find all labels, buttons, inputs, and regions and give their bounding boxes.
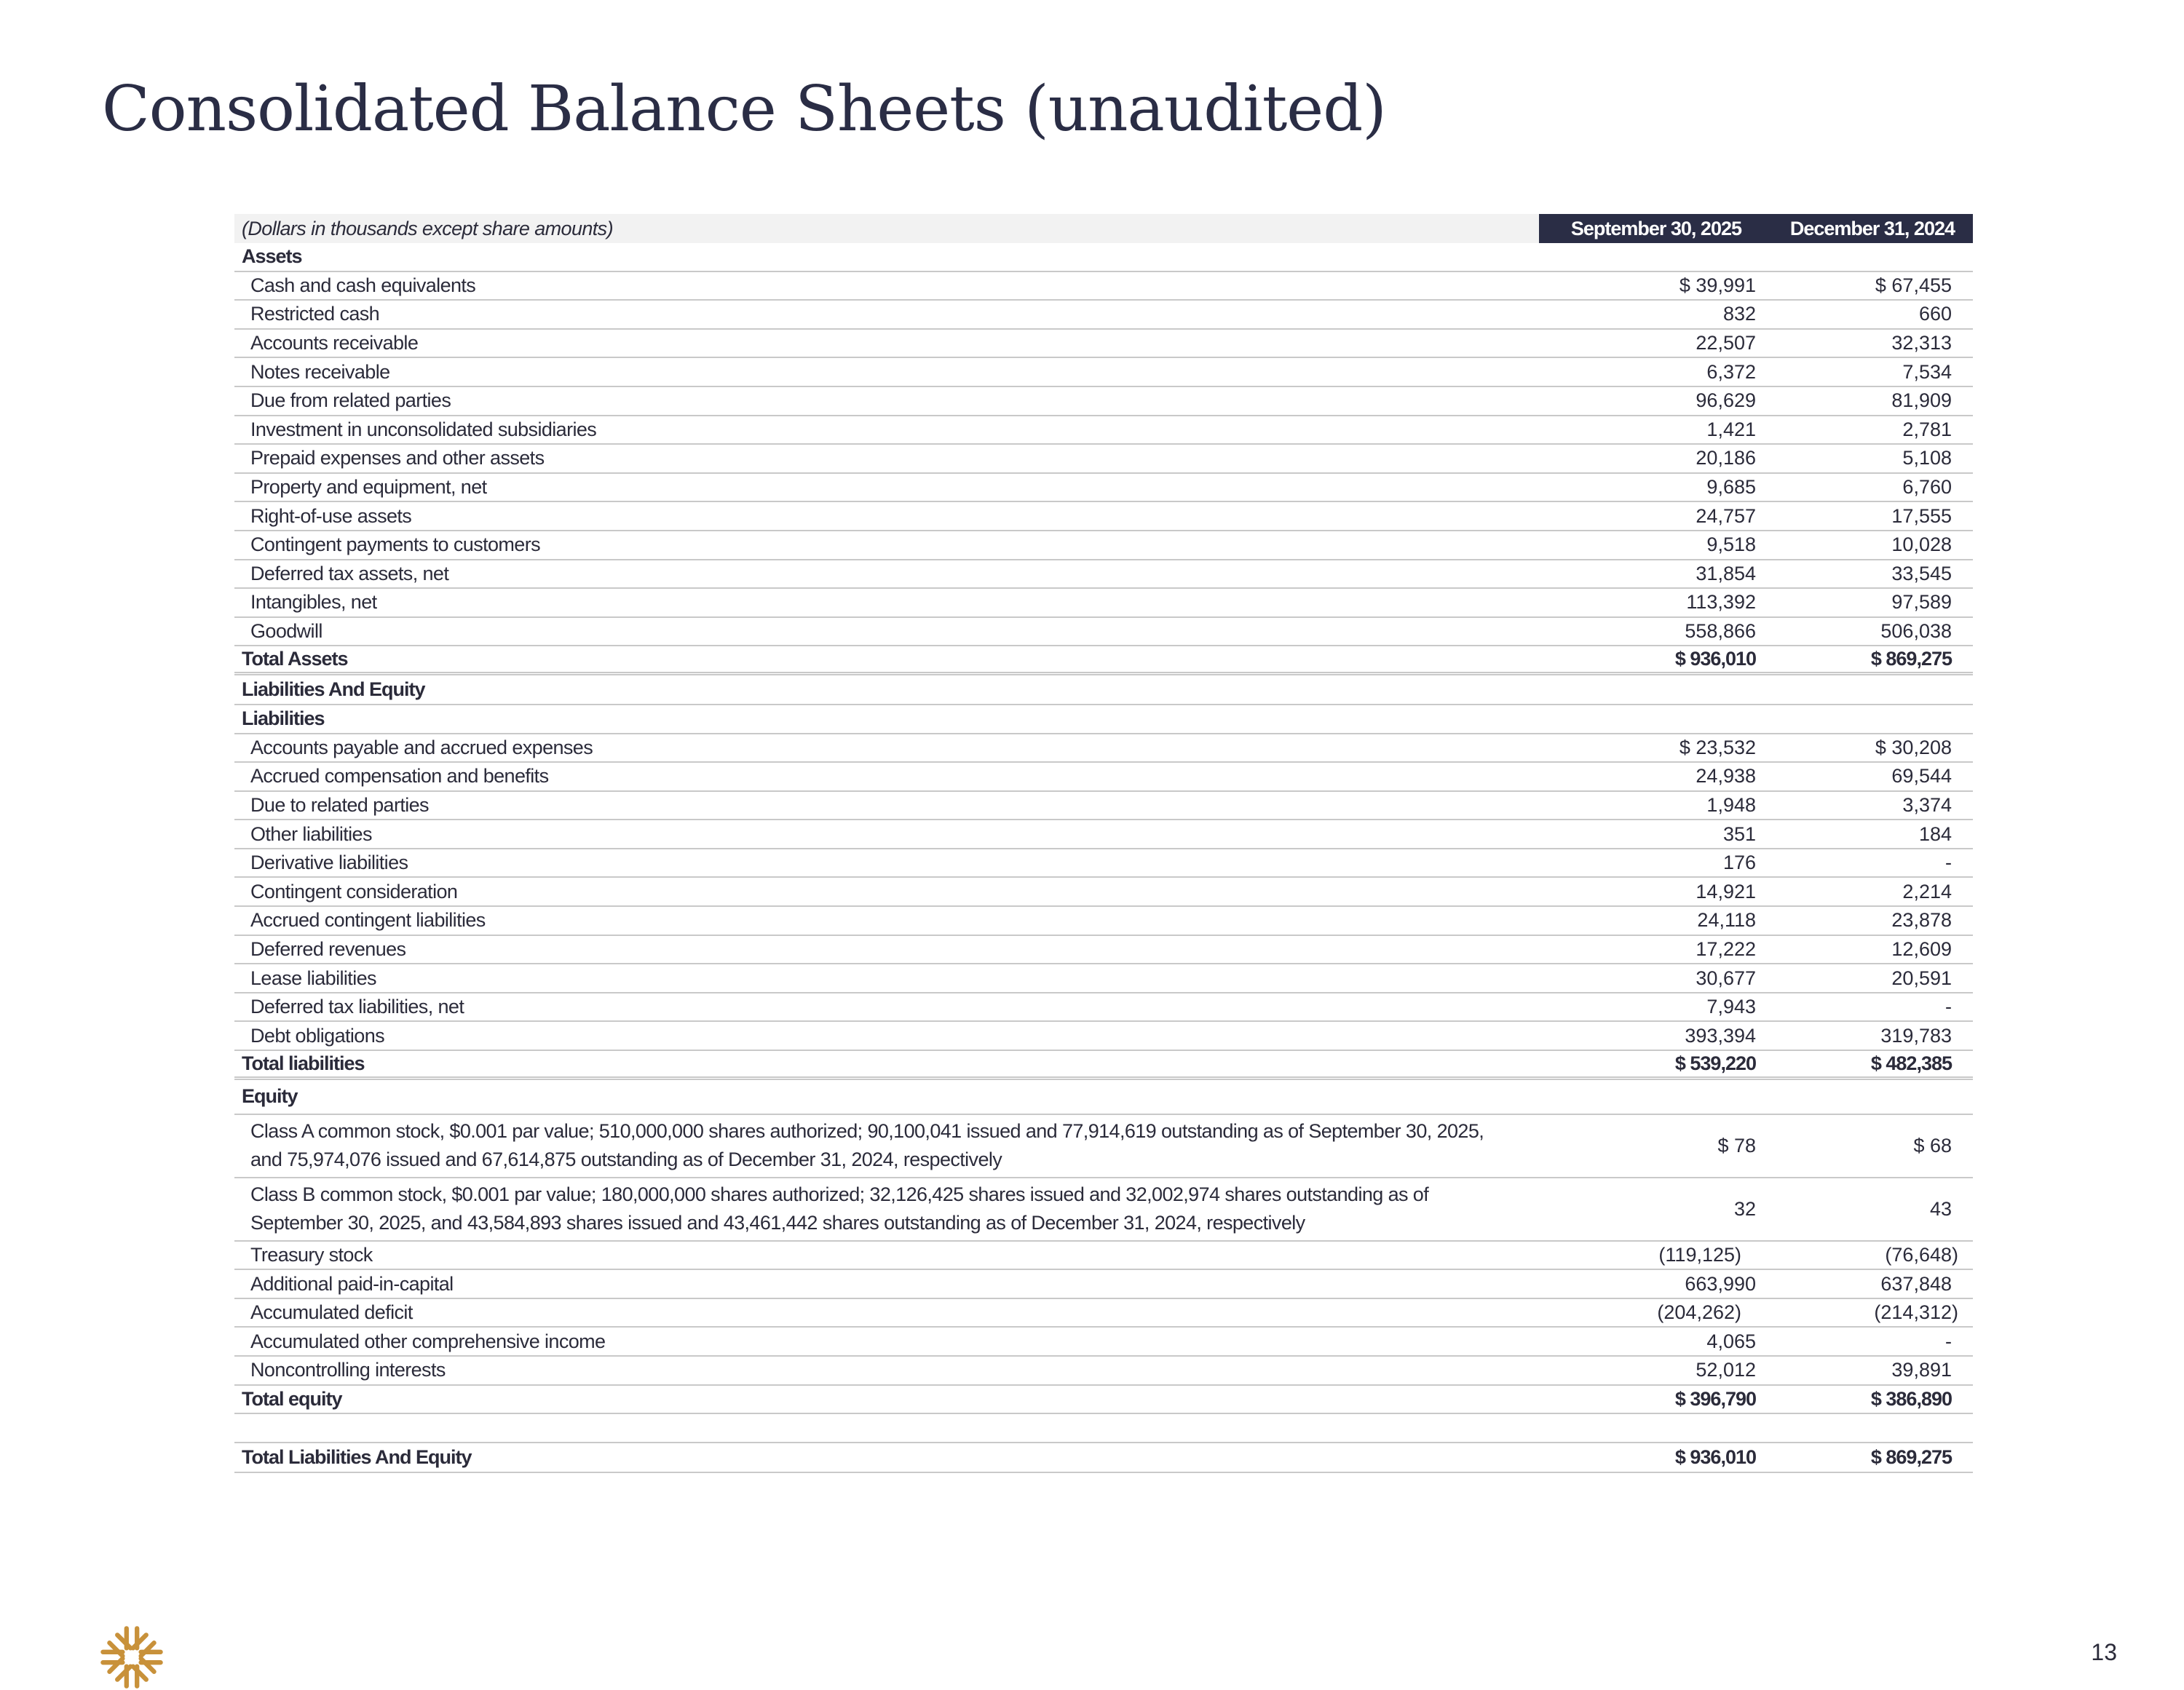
value-sep-2025: 393,394 bbox=[1685, 1024, 1756, 1047]
row-label: Accumulated other comprehensive income bbox=[250, 1330, 606, 1352]
asset-row bbox=[234, 272, 1973, 301]
value-sep-2025: 22,507 bbox=[1696, 332, 1756, 354]
row-label: Investment in unconsolidated subsidiaries bbox=[250, 418, 597, 440]
row-label: Additional paid-in-capital bbox=[250, 1272, 454, 1295]
asset-row bbox=[234, 330, 1973, 359]
value-dec-2024: $ 30,208 bbox=[1875, 736, 1952, 758]
assets-rows bbox=[234, 272, 1973, 647]
value-sep-2025: (119,125) bbox=[1658, 1243, 1741, 1266]
star-burst-logo-icon bbox=[99, 1624, 165, 1690]
liability-row bbox=[234, 820, 1973, 849]
value-dec-2024: (76,648) bbox=[1885, 1243, 1958, 1266]
row-label: Prepaid expenses and other assets bbox=[250, 447, 545, 469]
asset-row bbox=[234, 502, 1973, 531]
value-dec-2024: 10,028 bbox=[1891, 533, 1952, 556]
total-liabilities-row: Total liabilities $ 539,220 $ 482,385 bbox=[234, 1051, 1973, 1080]
value-dec-2024: 506,038 bbox=[1880, 620, 1952, 643]
liability-row bbox=[234, 849, 1973, 878]
asset-row bbox=[234, 560, 1973, 590]
row-label: Goodwill bbox=[250, 620, 323, 643]
equity-row bbox=[234, 1242, 1973, 1271]
class-a-stock-row: Class A common stock, $0.001 par value; 510,000,000 shares authorized; 90,100,041 issued and 77,914,619 outstanding as of September 30, 2025, and 75,974,076 issued and 67,614,875 outstanding as of December 31, 2024, respectively $ 78 $ 68 bbox=[234, 1115, 1973, 1178]
asset-row bbox=[234, 474, 1973, 503]
value-dec-2024: 39,891 bbox=[1891, 1359, 1952, 1381]
table-header bbox=[234, 214, 1973, 243]
value-sep-2025: $ 23,532 bbox=[1679, 736, 1756, 758]
total-equity-row: Total equity $ 396,790 $ 386,890 bbox=[234, 1386, 1973, 1415]
value-sep-2025: 4,065 bbox=[1706, 1330, 1756, 1352]
value-sep-2025: 663,990 bbox=[1685, 1272, 1756, 1295]
value-dec-2024: 23,878 bbox=[1891, 909, 1952, 932]
total-assets-row: Total Assets $ 936,010 $ 869,275 bbox=[234, 646, 1973, 675]
value-dec-2024: 97,589 bbox=[1891, 591, 1952, 614]
column-header-dec-2024: December 31, 2024 bbox=[1756, 214, 1973, 243]
asset-row bbox=[234, 387, 1973, 416]
value-sep-2025: 1,421 bbox=[1706, 418, 1756, 440]
value-dec-2024: 69,544 bbox=[1891, 765, 1952, 788]
section-heading-liabilities-and-equity: Liabilities And Equity bbox=[234, 675, 1973, 705]
value-dec-2024: 7,534 bbox=[1902, 360, 1952, 383]
row-label: Deferred revenues bbox=[250, 937, 406, 960]
value-dec-2024: 319,783 bbox=[1880, 1024, 1952, 1047]
asset-row bbox=[234, 589, 1973, 618]
value-dec-2024: (214,312) bbox=[1874, 1301, 1958, 1324]
row-label: Deferred tax liabilities, net bbox=[250, 996, 464, 1018]
row-label: Other liabilities bbox=[250, 822, 372, 845]
asset-row bbox=[234, 301, 1973, 330]
value-dec-2024: $ 67,455 bbox=[1875, 274, 1952, 296]
value-sep-2025: 30,677 bbox=[1696, 967, 1756, 989]
liabilities-rows bbox=[234, 734, 1973, 1052]
row-label: Accumulated deficit bbox=[250, 1301, 413, 1324]
liability-row bbox=[234, 792, 1973, 821]
row-label: Debt obligations bbox=[250, 1024, 385, 1047]
value-dec-2024: 17,555 bbox=[1891, 504, 1952, 527]
value-sep-2025: 52,012 bbox=[1696, 1359, 1756, 1381]
row-label: Deferred tax assets, net bbox=[250, 562, 449, 584]
value-sep-2025: $ 39,991 bbox=[1679, 274, 1756, 296]
value-dec-2024: 12,609 bbox=[1891, 937, 1952, 960]
balance-sheet-table bbox=[234, 214, 1973, 1473]
row-label: Accrued compensation and benefits bbox=[250, 765, 549, 788]
row-label: Accounts payable and accrued expenses bbox=[250, 736, 593, 758]
row-label: Contingent consideration bbox=[250, 880, 458, 902]
value-sep-2025: 24,118 bbox=[1697, 909, 1756, 932]
section-heading-liabilities: Liabilities bbox=[234, 705, 1973, 734]
class-b-stock-row: Class B common stock, $0.001 par value; 180,000,000 shares authorized; 32,126,425 shares issued and 32,002,974 shares outstanding as of September 30, 2025, and 43,584,893 shares issued and 43,461,442 shares outstanding as of December 31, 2024, respectively 32 43 bbox=[234, 1178, 1973, 1242]
value-sep-2025: 9,685 bbox=[1706, 476, 1756, 499]
equity-row bbox=[234, 1270, 1973, 1299]
units-note: (Dollars in thousands except share amounts) bbox=[234, 214, 1539, 243]
liability-row bbox=[234, 734, 1973, 763]
value-dec-2024: 81,909 bbox=[1891, 389, 1952, 412]
value-sep-2025: 20,186 bbox=[1696, 447, 1756, 469]
value-dec-2024: 660 bbox=[1918, 303, 1952, 325]
spacer-row bbox=[234, 1414, 1973, 1443]
asset-row bbox=[234, 618, 1973, 647]
value-dec-2024: - bbox=[1945, 996, 1952, 1018]
value-sep-2025: 24,938 bbox=[1696, 765, 1756, 788]
value-dec-2024: - bbox=[1945, 1330, 1952, 1352]
value-sep-2025: 17,222 bbox=[1696, 937, 1756, 960]
equity-rows bbox=[234, 1242, 1973, 1386]
value-sep-2025: 832 bbox=[1722, 303, 1756, 325]
row-label: Accrued contingent liabilities bbox=[250, 909, 486, 932]
row-label: Notes receivable bbox=[250, 360, 390, 383]
liability-row bbox=[234, 1022, 1973, 1051]
value-dec-2024: 32,313 bbox=[1891, 332, 1952, 354]
page-number: 13 bbox=[2091, 1639, 2117, 1665]
value-sep-2025: 113,392 bbox=[1686, 591, 1756, 614]
total-liabilities-and-equity-row: Total Liabilities And Equity $ 936,010 $ 869,275 bbox=[234, 1443, 1973, 1473]
value-dec-2024: 2,214 bbox=[1902, 880, 1952, 902]
asset-row bbox=[234, 358, 1973, 387]
value-sep-2025: 351 bbox=[1722, 822, 1756, 845]
row-label: Noncontrolling interests bbox=[250, 1359, 446, 1381]
value-sep-2025: 96,629 bbox=[1696, 389, 1756, 412]
row-label: Accounts receivable bbox=[250, 332, 419, 354]
value-sep-2025: 1,948 bbox=[1706, 793, 1756, 816]
equity-row bbox=[234, 1328, 1973, 1357]
value-dec-2024: 33,545 bbox=[1891, 562, 1952, 584]
row-label: Treasury stock bbox=[250, 1243, 373, 1266]
value-sep-2025: 31,854 bbox=[1696, 562, 1756, 584]
value-sep-2025: 6,372 bbox=[1706, 360, 1756, 383]
liability-row bbox=[234, 763, 1973, 792]
page-title: Consolidated Balance Sheets (unaudited) bbox=[102, 73, 1386, 146]
row-label: Due to related parties bbox=[250, 793, 429, 816]
row-label: Restricted cash bbox=[250, 303, 380, 325]
value-dec-2024: - bbox=[1945, 852, 1952, 874]
asset-row bbox=[234, 416, 1973, 445]
asset-row bbox=[234, 445, 1973, 474]
row-label: Due from related parties bbox=[250, 389, 451, 412]
column-header-sep-2025: September 30, 2025 bbox=[1539, 214, 1756, 243]
value-sep-2025: 176 bbox=[1722, 852, 1756, 874]
value-dec-2024: 637,848 bbox=[1880, 1272, 1952, 1295]
row-label: Cash and cash equivalents bbox=[250, 274, 476, 296]
liability-row bbox=[234, 878, 1973, 907]
value-dec-2024: 20,591 bbox=[1891, 967, 1952, 989]
value-dec-2024: 5,108 bbox=[1902, 447, 1952, 469]
row-label: Intangibles, net bbox=[250, 591, 377, 614]
row-label: Derivative liabilities bbox=[250, 852, 408, 874]
liability-row bbox=[234, 907, 1973, 936]
liability-row bbox=[234, 964, 1973, 993]
value-sep-2025: 558,866 bbox=[1685, 620, 1756, 643]
section-heading-equity: Equity bbox=[234, 1080, 1973, 1115]
value-sep-2025: (204,262) bbox=[1657, 1301, 1741, 1324]
value-sep-2025: 7,943 bbox=[1706, 996, 1756, 1018]
liability-row bbox=[234, 993, 1973, 1023]
value-dec-2024: 2,781 bbox=[1902, 418, 1952, 440]
value-sep-2025: 9,518 bbox=[1706, 533, 1756, 556]
row-label: Contingent payments to customers bbox=[250, 533, 541, 556]
equity-row bbox=[234, 1357, 1973, 1386]
asset-row bbox=[234, 531, 1973, 560]
row-label: Property and equipment, net bbox=[250, 476, 487, 499]
value-dec-2024: 6,760 bbox=[1902, 476, 1952, 499]
section-heading-assets: Assets bbox=[234, 243, 1973, 272]
row-label: Right-of-use assets bbox=[250, 504, 412, 527]
value-sep-2025: 24,757 bbox=[1696, 504, 1756, 527]
value-dec-2024: 3,374 bbox=[1902, 793, 1952, 816]
equity-row bbox=[234, 1299, 1973, 1328]
row-label: Lease liabilities bbox=[250, 967, 376, 989]
value-dec-2024: 184 bbox=[1918, 822, 1952, 845]
value-sep-2025: 14,921 bbox=[1696, 880, 1756, 902]
liability-row bbox=[234, 936, 1973, 965]
